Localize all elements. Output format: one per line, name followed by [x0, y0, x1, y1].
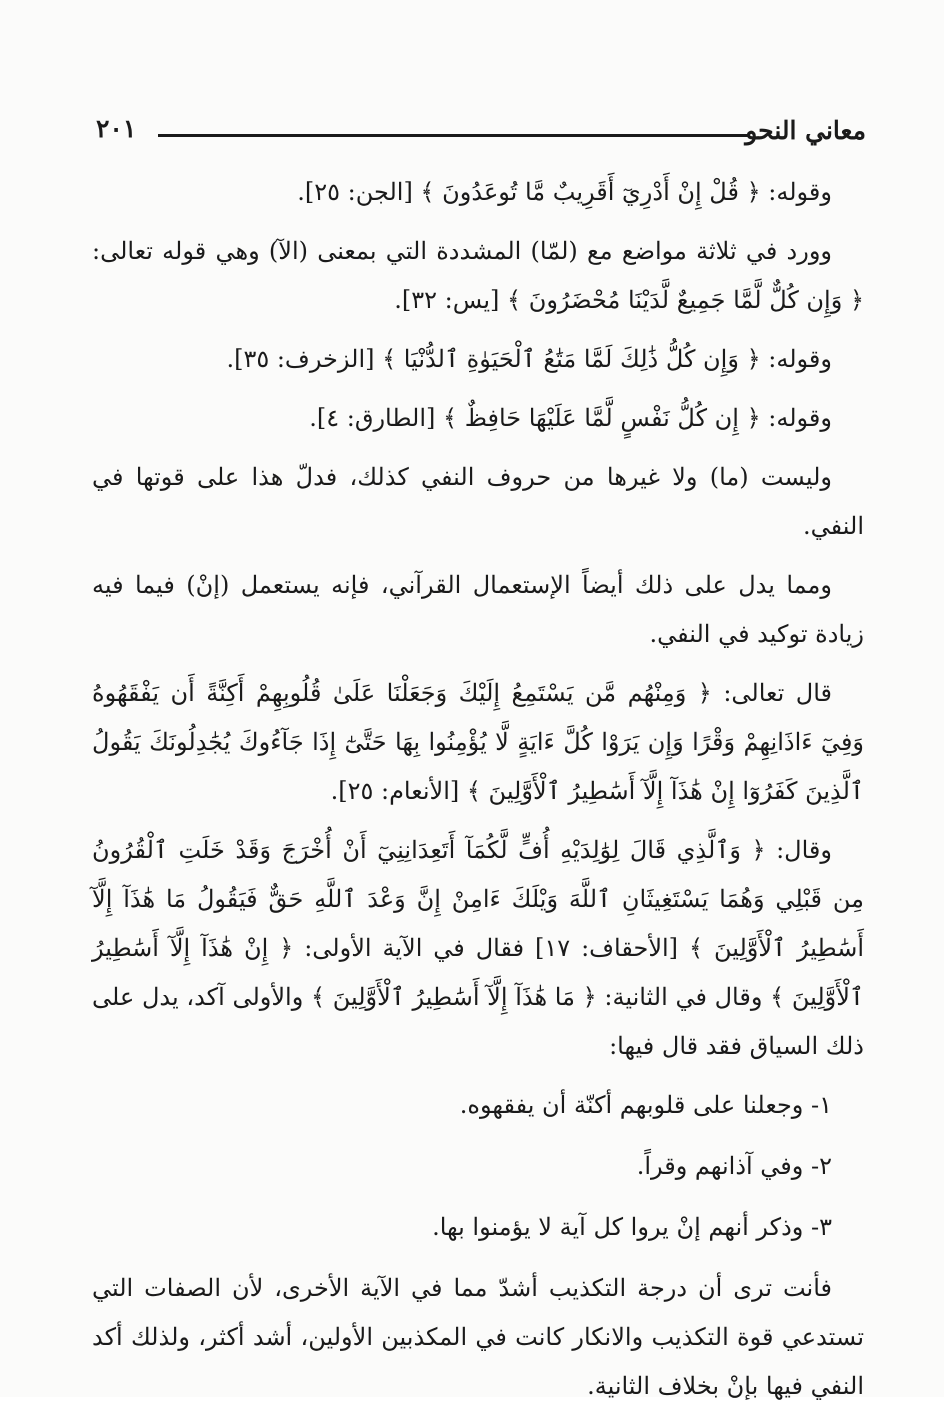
paragraph-2: وورد في ثلاثة مواضع مع (لمّا) المشددة التي بمعنى (الآ) وهي قوله تعالى: ﴿ وَإِن كُلٌّ لَّمَّا جَمِيعٌ لَّدَيْنَا مُحْضَرُونَ ﴾ [يس: ٣٢]. [92, 237, 864, 314]
page-number: ٢٠١ [96, 114, 137, 143]
list-item-3: ٣- وذكر أنهم إنْ يروا كل آية لا يؤمنوا بها. [432, 1213, 832, 1241]
paragraph-9: فأنت ترى أن درجة التكذيب أشدّ مما في الآية الأخرى، لأن الصفات التي تستدعي قوة التكذيب والانكار كانت في المكذبين الأولين، أشد أكثر، ولذلك أكد النفي فيها بإنْ بخلاف الثانية. [92, 1274, 864, 1400]
running-title: معاني النحو [745, 116, 866, 145]
paragraph-6: ومما يدل على ذلك أيضاً الإستعمال القرآني، فإنه يستعمل (إنْ) فيما فيه زيادة توكيد في النفي. [92, 571, 864, 648]
header-rule [158, 134, 748, 137]
paragraph-1: وقوله: ﴿ قُلْ إِنْ أَدْرِيٓ أَقَرِيبٌ مَّا تُوعَدُونَ ﴾ [الجن: ٢٥]. [297, 178, 832, 206]
paragraph-5: وليست (ما) ولا غيرها من حروف النفي كذلك، فدلّ هذا على قوتها في النفي. [92, 463, 864, 540]
page-body [92, 168, 864, 1421]
paragraph-3: وقوله: ﴿ وَإِن كُلُّ ذَٰلِكَ لَمَّا مَتَٰعُ ٱلْحَيَوٰةِ ٱلدُّنْيَا ﴾ [الزخرف: ٣٥]. [226, 345, 832, 373]
list-item-1: ١- وجعلنا على قلوبهم أكنّة أن يفقهوه. [459, 1091, 832, 1119]
paragraph-7: قال تعالى: ﴿ وَمِنْهُم مَّن يَسْتَمِعُ إِلَيْكَ وَجَعَلْنَا عَلَىٰ قُلُوبِهِمْ أَكِنَّةً أَن يَفْقَهُوهُ وَفِيٓ ءَاذَانِهِمْ وَقْرًا وَإِن يَرَوْا كُلَّ ءَايَةٍ لَّا يُؤْمِنُوا بِهَا حَتَّىٰٓ إِذَا جَآءُوكَ يُجَٰدِلُونَكَ يَقُولُ ٱلَّذِينَ كَفَرُوٓا إِنْ هَٰذَآ إِلَّآ أَسَٰطِيرُ ٱلْأَوَّلِينَ ﴾ [الأنعام: ٢٥]. [92, 679, 864, 805]
paragraph-4: وقوله: ﴿ إِن كُلُّ نَفْسٍ لَّمَّا عَلَيْهَا حَافِظٌ ﴾ [الطارق: ٤]. [309, 404, 832, 432]
page-header [96, 112, 866, 162]
paragraph-8: وقال: ﴿ وَٱلَّذِي قَالَ لِوَٰلِدَيْهِ أُفٍّ لَّكُمَآ أَتَعِدَانِنِيٓ أَنْ أُخْرَجَ وَقَدْ خَلَتِ ٱلْقُرُونُ مِن قَبْلِي وَهُمَا يَسْتَغِيثَانِ ٱللَّهَ وَيْلَكَ ءَامِنْ إِنَّ وَعْدَ ٱللَّهِ حَقٌّ فَيَقُولُ مَا هَٰذَآ إِلَّآ أَسَٰطِيرُ ٱلْأَوَّلِينَ ﴾ [الأحقاف: ١٧] فقال في الآية الأولى: ﴿ إِنْ هَٰذَآ إِلَّآ أَسَٰطِيرُ ٱلْأَوَّلِينَ ﴾ وقال في الثانية: ﴿ مَا هَٰذَآ إِلَّآ أَسَٰطِيرُ ٱلْأَوَّلِينَ ﴾ والأولى آكد، يدل على ذلك السياق فقد قال فيها: [92, 836, 864, 1060]
list-item-2: ٢- وفي آذانهم وقراً. [636, 1152, 832, 1180]
